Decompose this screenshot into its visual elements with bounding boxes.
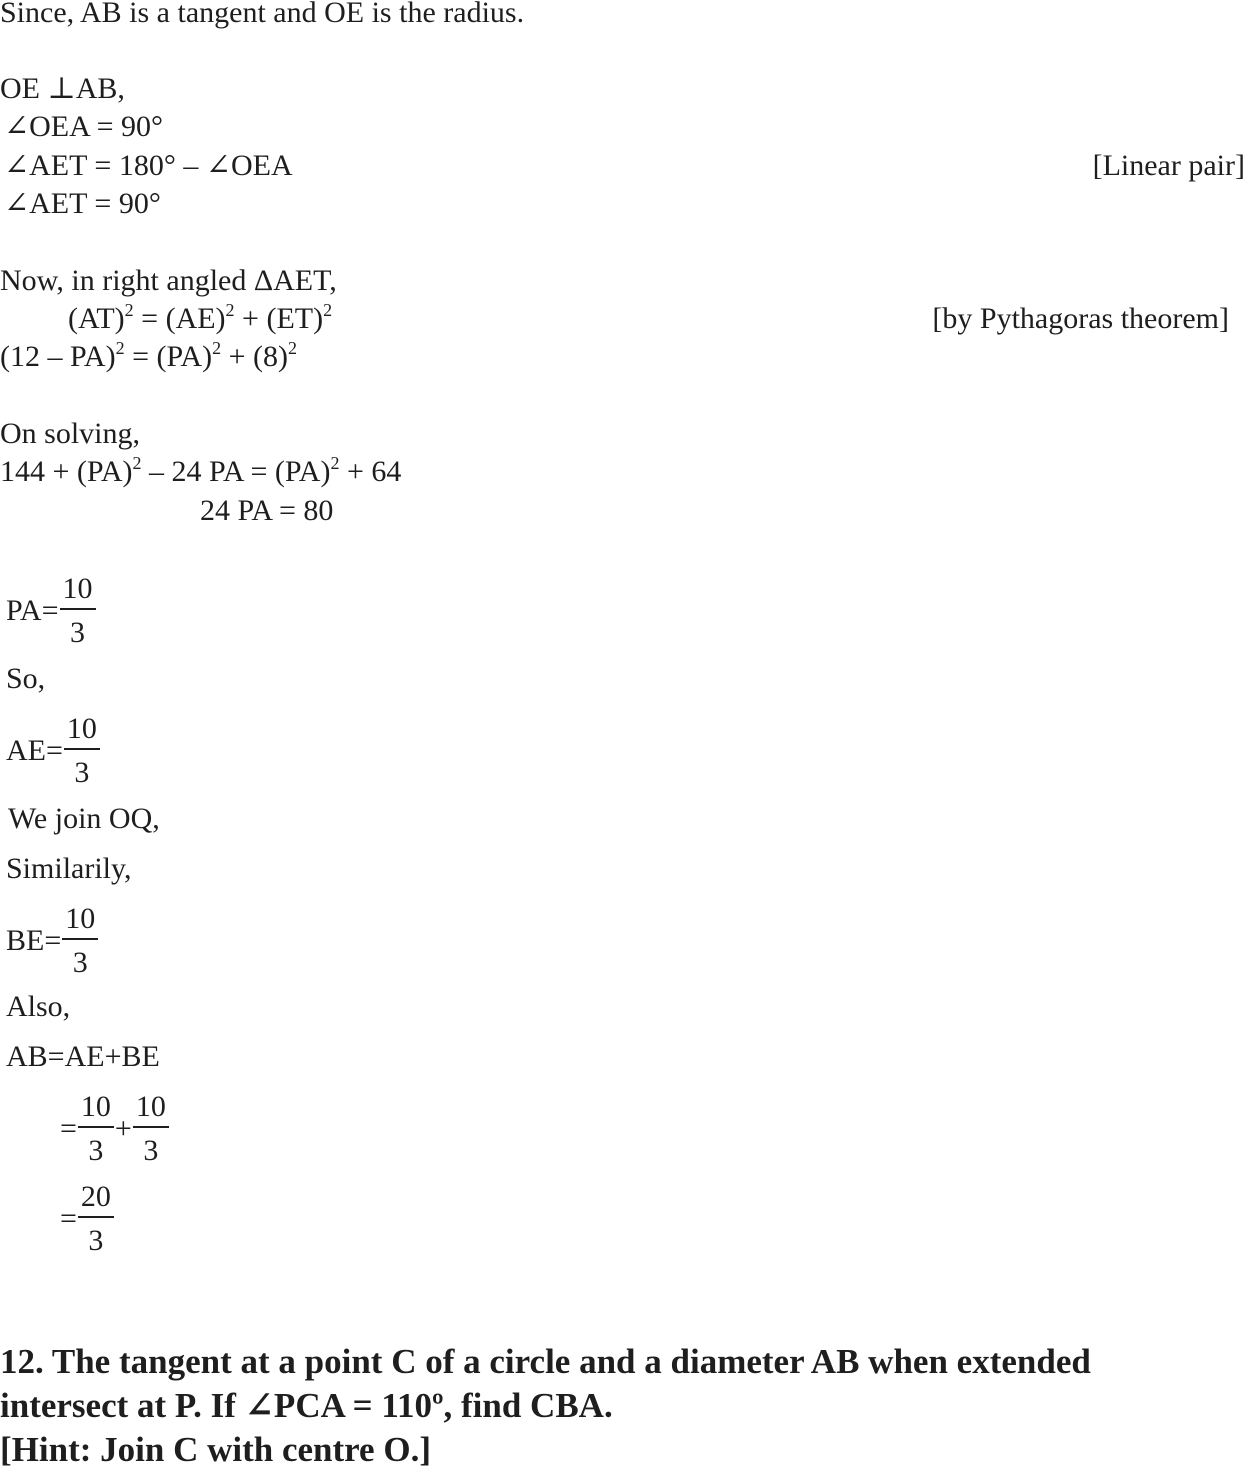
ae-result: AE= $\frac{10}{3}$ <box>6 714 101 788</box>
join-oq-text: We join OQ, <box>8 802 160 835</box>
so-text: So, <box>6 662 46 695</box>
intro-text: Since, AB is a tangent and OE is the radius. <box>0 0 525 29</box>
fraction: $\frac{10}{3}$ <box>133 1092 169 1166</box>
fraction: $\frac{10}{3}$ <box>64 714 100 788</box>
fraction: $\frac{20}{3}$ <box>78 1182 114 1256</box>
question-12-hint: [Hint: Join C with centre O.] <box>0 1430 431 1469</box>
perpendicular-statement: OE ⊥AB, <box>0 72 125 105</box>
expanded-equation: 144 + (PA)$^2$ – 24 PA = (PA)$^2$ + 64 <box>0 453 402 488</box>
angle-oea-statement: ∠OEA = 90° <box>4 110 164 143</box>
pythagoras-equation: (AT)$^2$ = (AE)$^2$ + (ET)$^2$ <box>68 300 333 335</box>
fraction: $\frac{10}{3}$ <box>62 904 98 978</box>
ab-sum-fractions: = $\frac{10}{3}$ + $\frac{10}{3}$ <box>60 1092 170 1166</box>
substituted-equation: $(12 - PA)^2 = (PA)^2 + (8)^2$ <box>0 338 297 373</box>
solving-heading: On solving, <box>0 417 141 450</box>
pythagoras-reason: [by Pythagoras theorem] <box>932 302 1229 335</box>
fraction: $\frac{10}{3}$ <box>60 574 96 648</box>
fraction: $\frac{10}{3}$ <box>78 1092 114 1166</box>
angle-aet-expression: ∠AET = 180° – ∠OEA <box>4 149 293 182</box>
linear-pair-reason: [Linear pair] <box>1092 149 1245 182</box>
ab-sum-statement: AB=AE+BE <box>6 1040 160 1073</box>
angle-aet-result: ∠AET = 90° <box>4 187 161 220</box>
question-12-line1: 12. The tangent at a point C of a circle and a diameter AB when extended <box>0 1342 1091 1381</box>
be-result: BE= $\frac{10}{3}$ <box>6 904 99 978</box>
triangle-heading: Now, in right angled ΔAET, <box>0 264 337 297</box>
pa-result: PA= $\frac{10}{3}$ <box>6 574 97 648</box>
ab-total: = $\frac{20}{3}$ <box>60 1182 115 1256</box>
similarly-text: Similarily, <box>6 852 132 885</box>
also-text: Also, <box>6 990 71 1023</box>
simplified-equation: 24 PA = 80 <box>200 494 334 527</box>
question-12-line2: intersect at P. If ∠PCA = 110º, find CBA. <box>0 1386 613 1425</box>
